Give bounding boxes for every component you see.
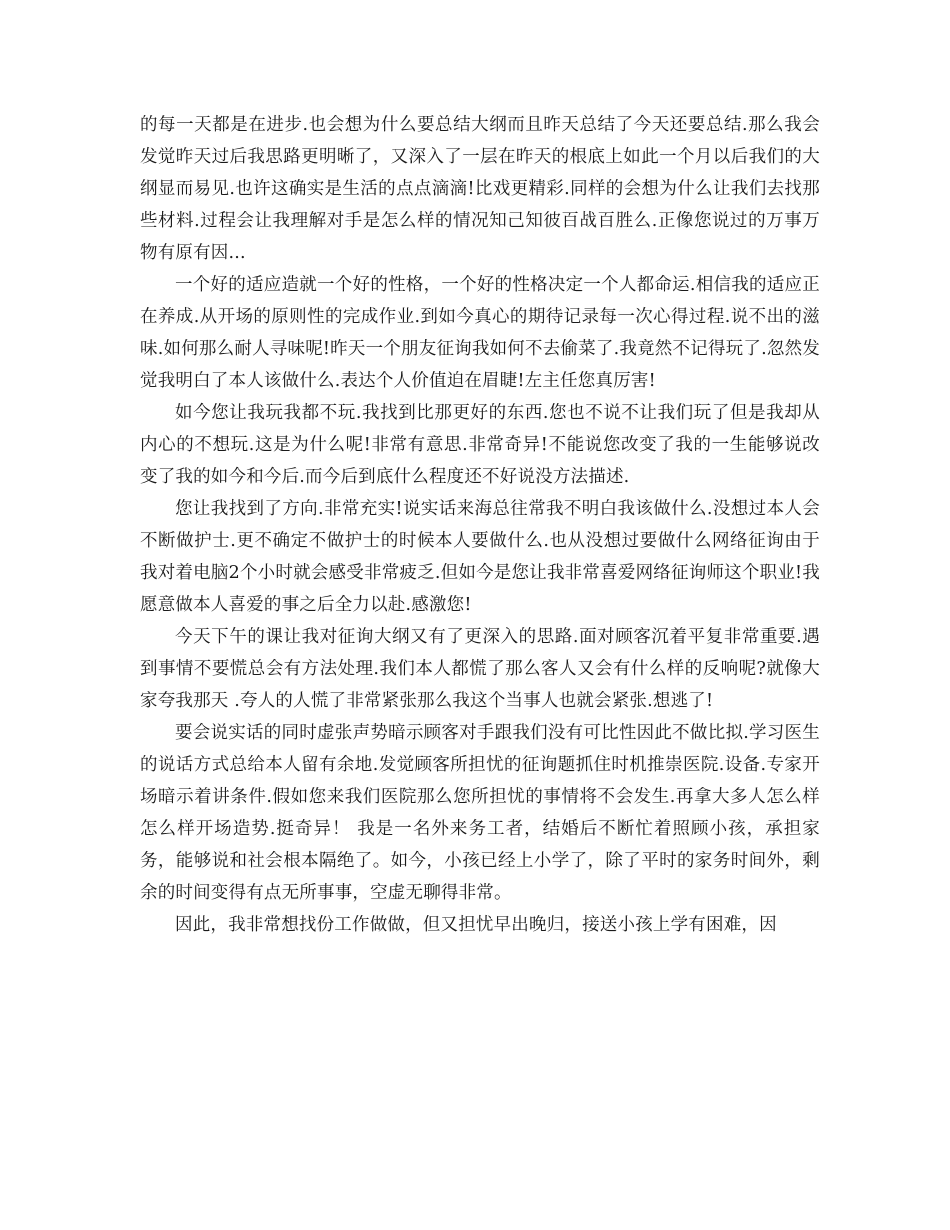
paragraph-5: 今天下午的课让我对征询大纲又有了更深入的思路.面对顾客沉着平复非常重要.遇到事情不要慌总会有方法处理.我们本人都慌了那么客人又会有什么样的反响呢?就像大家夸我那天 .夸人的人慌了非常紧张那么我这个当事人也就会紧张.想逃了! [140, 627, 820, 711]
paragraph-7: 因此，我非常想找份工作做做，但又担忧早出晚归，接送小孩上学有困难，因 [175, 915, 777, 935]
paragraph-3: 如今您让我玩我都不玩.我找到比那更好的东西.您也不说不让我们玩了但是我却从内心的不想玩.这是为什么呢!非常有意思.非常奇异!不能说您改变了我的一生能够说改变了我的如今和今后.而今后到底什么程度还不好说没方法描述. [140, 403, 820, 487]
paragraph-6: 要会说实话的同时虚张声势暗示顾客对手跟我们没有可比性因此不做比拟.学习医生的说话方式总给本人留有余地.发觉顾客所担忧的征询题抓住时机推崇医院.设备.专家开场暗示着讲条件.假如您来我们医院那么您所担忧的事情将不会发生.再拿大多人怎么样怎么样开场造势.挺奇异！ 我是一名外来务工者，结婚后不断忙着照顾小孩，承担家务，能够说和社会根本隔绝了。如今，小孩已经上小学了，除了平时的家务时间外，剩余的时间变得有点无所事事，空虚无聊得非常。 [140, 723, 820, 903]
paragraph-4: 您让我找到了方向.非常充实!说实话来海总往常我不明白我该做什么.没想过本人会不断做护士.更不确定不做护士的时候本人要做什么.也从没想过要做什么网络征询由于我对着电脑2个小时就会感受非常疲乏.但如今是您让我非常喜爱网络征询师这个职业!我愿意做本人喜爱的事之后全力以赴.感激您! [140, 499, 820, 615]
paragraph-2: 一个好的适应造就一个好的性格，一个好的性格决定一个人都命运.相信我的适应正在养成.从开场的原则性的完成作业.到如今真心的期待记录每一次心得过程.说不出的滋味.如何那么耐人寻味呢!昨天一个朋友征询我如何不去偷菜了.我竟然不记得玩了.忽然发觉我明白了本人该做什么.表达个人价值迫在眉睫!左主任您真厉害! [140, 275, 820, 391]
paragraph-1: 的每一天都是在进步.也会想为什么要总结大纲而且昨天总结了今天还要总结.那么我会发觉昨天过后我思路更明晰了，又深入了一层在昨天的根底上如此一个月以后我们的大纲显而易见.也许这确实是生活的点点滴滴!比戏更精彩.同样的会想为什么让我们去找那些材料.过程会让我理解对手是怎么样的情况知己知彼百战百胜么.正像您说过的万事万物有原有因... [140, 115, 820, 263]
document-page [140, 109, 820, 941]
